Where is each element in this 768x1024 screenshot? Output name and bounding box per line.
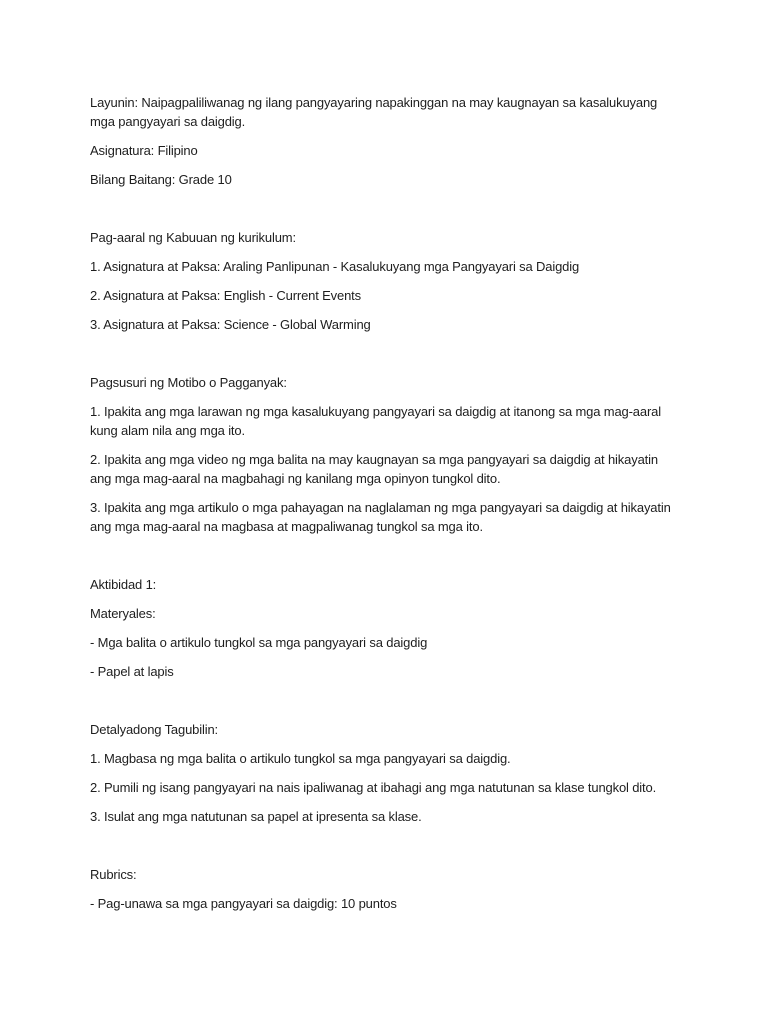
tagubilin-heading: Detalyadong Tagubilin: [90,722,219,737]
section-gap [90,691,675,720]
motibo-item: 3. Ipakita ang mga artikulo o mga pahayagan na naglalaman ng mga pangyayari sa daigdig at hikayatin ang mga mag-aaral na magbasa at magpaliwanag tungkol sa mga ito. [90,500,671,534]
kurikulum-item: 2. Asignatura at Paksa: English - Current Events [90,288,361,303]
document-body [90,93,675,923]
tagubilin-item: 3. Isulat ang mga natutunan sa papel at ipresenta sa klase. [90,809,422,824]
rubrics-heading: Rubrics: [90,867,137,882]
tagubilin-item: 2. Pumili ng isang pangyayari na nais ipaliwanag at ibahagi ang mga natutunan sa klase tungkol dito. [90,780,657,795]
kurikulum-item: 3. Asignatura at Paksa: Science - Global Warming [90,317,371,332]
kurikulum-heading: Pag-aaral ng Kabuuan ng kurikulum: [90,230,296,245]
aktibidad-heading: Aktibidad 1: [90,577,157,592]
materyales-item: - Mga balita o artikulo tungkol sa mga pangyayari sa daigdig [90,635,428,650]
motibo-heading: Pagsusuri ng Motibo o Pagganyak: [90,375,287,390]
materyales-heading: Materyales: [90,606,156,621]
section-gap [90,344,675,373]
rubrics-item: - Pag-unawa sa mga pangyayari sa daigdig: 10 puntos [90,896,397,911]
layunin-paragraph: Layunin: Naipagpaliliwanag ng ilang pangyayaring napakinggan na may kaugnayan sa kasalukuyang mga pangyayari sa daigdig. [90,95,658,129]
motibo-item: 1. Ipakita ang mga larawan ng mga kasalukuyang pangyayari sa daigdig at itanong sa mga mag-aaral kung alam nila ang mga ito. [90,404,661,438]
motibo-item: 2. Ipakita ang mga video ng mga balita na may kaugnayan sa mga pangyayari sa daigdig at hikayatin ang mga mag-aaral na magbahagi ng kanilang mga opinyon tungkol dito. [90,452,658,486]
section-gap [90,199,675,228]
bilang-baitang-paragraph: Bilang Baitang: Grade 10 [90,172,232,187]
tagubilin-item: 1. Magbasa ng mga balita o artikulo tungkol sa mga pangyayari sa daigdig. [90,751,511,766]
asignatura-paragraph: Asignatura: Filipino [90,143,198,158]
section-gap [90,546,675,575]
materyales-item: - Papel at lapis [90,664,174,679]
kurikulum-item: 1. Asignatura at Paksa: Araling Panlipunan - Kasalukuyang mga Pangyayari sa Daigdig [90,259,580,274]
section-gap [90,836,675,865]
